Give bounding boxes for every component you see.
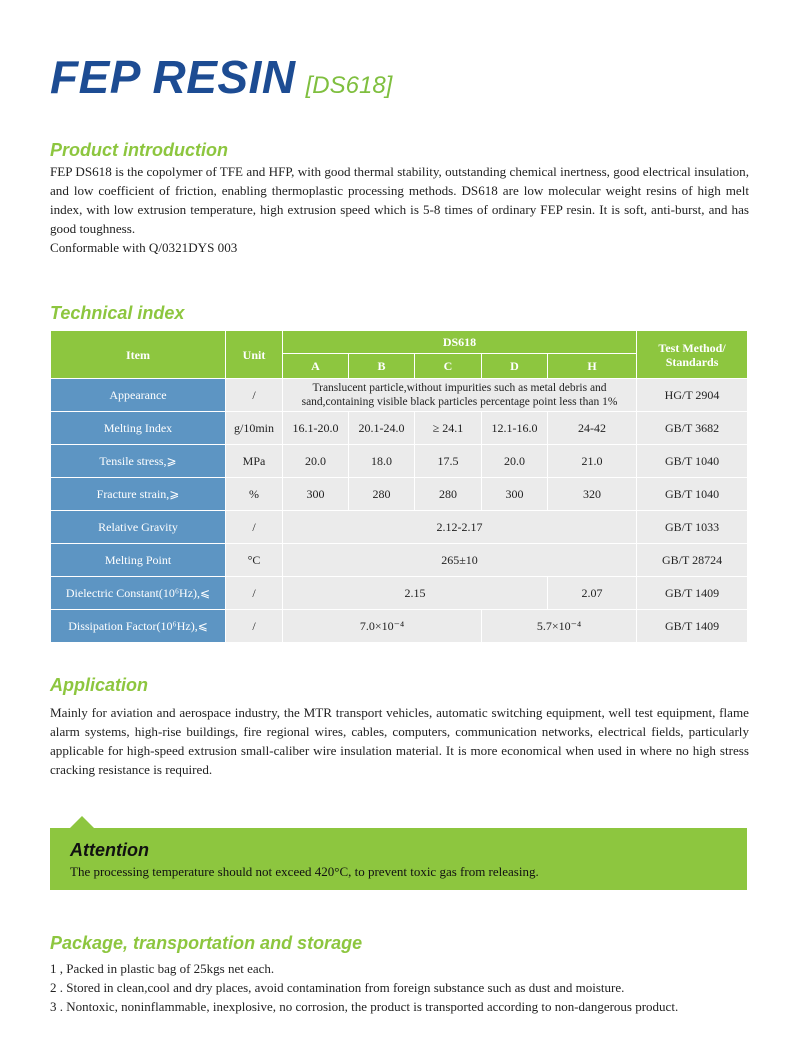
header-ds618: DS618	[283, 331, 637, 354]
row-method: HG/T 2904	[637, 379, 748, 412]
application-text: Mainly for aviation and aerospace industry, the MTR transport vehicles, automatic switching equipment, well test equipment, flame alarm systems, high-rise buildings, fire regional wires, cables, computers, communication networks, electrical fields, particularly applicable for high-speed extrusion small-caliber wire insulation material. It is more economical when used in where no high stress cracking resistance is required.	[50, 705, 749, 777]
table-row-fracture-strain	[51, 478, 748, 511]
attention-notch	[70, 816, 94, 828]
row-value-b: 20.1-24.0	[349, 412, 415, 445]
package-heading: Package, transportation and storage	[50, 933, 363, 953]
row-value-d: 300	[482, 478, 548, 511]
table-row-melting-point	[51, 544, 748, 577]
row-value-c: 17.5	[415, 445, 482, 478]
row-method: GB/T 1409	[637, 577, 748, 610]
row-value-a-d: 2.15	[283, 577, 548, 610]
row-value-h: 2.07	[548, 577, 637, 610]
table-row-tensile-stress	[51, 445, 748, 478]
table-row-melting-index	[51, 412, 748, 445]
row-unit: /	[226, 511, 283, 544]
row-value: Translucent particle,without impurities such as metal debris and sand,containing visible black particles percentage point less than 1%	[283, 379, 637, 412]
row-value-h: 24-42	[548, 412, 637, 445]
row-value-c: 280	[415, 478, 482, 511]
row-item: Tensile stress,⩾	[51, 445, 226, 478]
row-method: GB/T 28724	[637, 544, 748, 577]
row-value: 2.12-2.17	[283, 511, 637, 544]
table-row-relative-gravity	[51, 511, 748, 544]
row-unit: /	[226, 577, 283, 610]
row-item: Dissipation Factor(10⁶Hz),⩽	[51, 610, 226, 643]
list-item: 3 . Nontoxic, noninflammable, inexplosive, no corrosion, the product is transported according to non-dangerous product.	[50, 999, 679, 1014]
attention-box	[50, 828, 747, 890]
table-row-appearance	[51, 379, 748, 412]
row-unit: g/10min	[226, 412, 283, 445]
row-item: Fracture strain,⩾	[51, 478, 226, 511]
row-value: 265±10	[283, 544, 637, 577]
header-test-method: Test Method/ Standards	[637, 331, 748, 379]
list-item: 2 . Stored in clean,cool and dry places, avoid contamination from foreign substance such as dust and moisture.	[50, 980, 625, 995]
product-name: FEP RESIN	[50, 51, 296, 103]
package-list	[50, 959, 750, 1016]
row-value-d: 12.1-16.0	[482, 412, 548, 445]
list-item: 1 , Packed in plastic bag of 25kgs net each.	[50, 961, 275, 976]
product-model: [DS618]	[305, 72, 393, 99]
row-unit: MPa	[226, 445, 283, 478]
row-unit: /	[226, 379, 283, 412]
row-unit: °C	[226, 544, 283, 577]
attention-text: The processing temperature should not exceed 420°C, to prevent toxic gas from releasing.	[70, 864, 539, 879]
row-value-d-h: 5.7×10⁻⁴	[482, 610, 637, 643]
row-value-a: 16.1-20.0	[283, 412, 349, 445]
header-grade-c: C	[415, 354, 482, 379]
attention-title: Attention	[70, 840, 149, 860]
row-value-b: 280	[349, 478, 415, 511]
row-value-a-c: 7.0×10⁻⁴	[283, 610, 482, 643]
application-heading: Application	[50, 675, 148, 695]
row-item: Relative Gravity	[51, 511, 226, 544]
row-unit: %	[226, 478, 283, 511]
table-row-dielectric-constant	[51, 577, 748, 610]
row-item: Melting Index	[51, 412, 226, 445]
conformable-text: Conformable with Q/0321DYS 003	[50, 240, 238, 255]
technical-index-table	[50, 330, 748, 643]
row-method: GB/T 3682	[637, 412, 748, 445]
header-grade-b: B	[349, 354, 415, 379]
row-method: GB/T 1033	[637, 511, 748, 544]
row-value-h: 21.0	[548, 445, 637, 478]
technical-heading: Technical index	[50, 303, 185, 323]
row-value-b: 18.0	[349, 445, 415, 478]
table-row-dissipation-factor	[51, 610, 748, 643]
row-item: Appearance	[51, 379, 226, 412]
row-method: GB/T 1409	[637, 610, 748, 643]
header-grade-a: A	[283, 354, 349, 379]
intro-heading: Product introduction	[50, 140, 228, 160]
row-value-a: 20.0	[283, 445, 349, 478]
row-value-h: 320	[548, 478, 637, 511]
header-item: Item	[51, 331, 226, 379]
row-method: GB/T 1040	[637, 478, 748, 511]
row-value-a: 300	[283, 478, 349, 511]
row-value-d: 20.0	[482, 445, 548, 478]
row-method: GB/T 1040	[637, 445, 748, 478]
document-title	[50, 50, 392, 104]
header-unit: Unit	[226, 331, 283, 379]
intro-text: FEP DS618 is the copolymer of TFE and HFP, with good thermal stability, outstanding chemical inertness, good electrical insulation, and low coefficient of friction, enabling thermoplastic processing methods. DS618 are low molecular weight resins of high melt index, with low extrusion temperature, high extrusion speed which is 5-8 times of ordinary FEP resin. It is soft, anti-burst, and has good toughness.	[50, 164, 749, 236]
row-value-c: ≥ 24.1	[415, 412, 482, 445]
row-item: Melting Point	[51, 544, 226, 577]
row-unit: /	[226, 610, 283, 643]
intro-section	[50, 162, 749, 257]
header-grade-h: H	[548, 354, 637, 379]
header-grade-d: D	[482, 354, 548, 379]
row-item: Dielectric Constant(10⁶Hz),⩽	[51, 577, 226, 610]
